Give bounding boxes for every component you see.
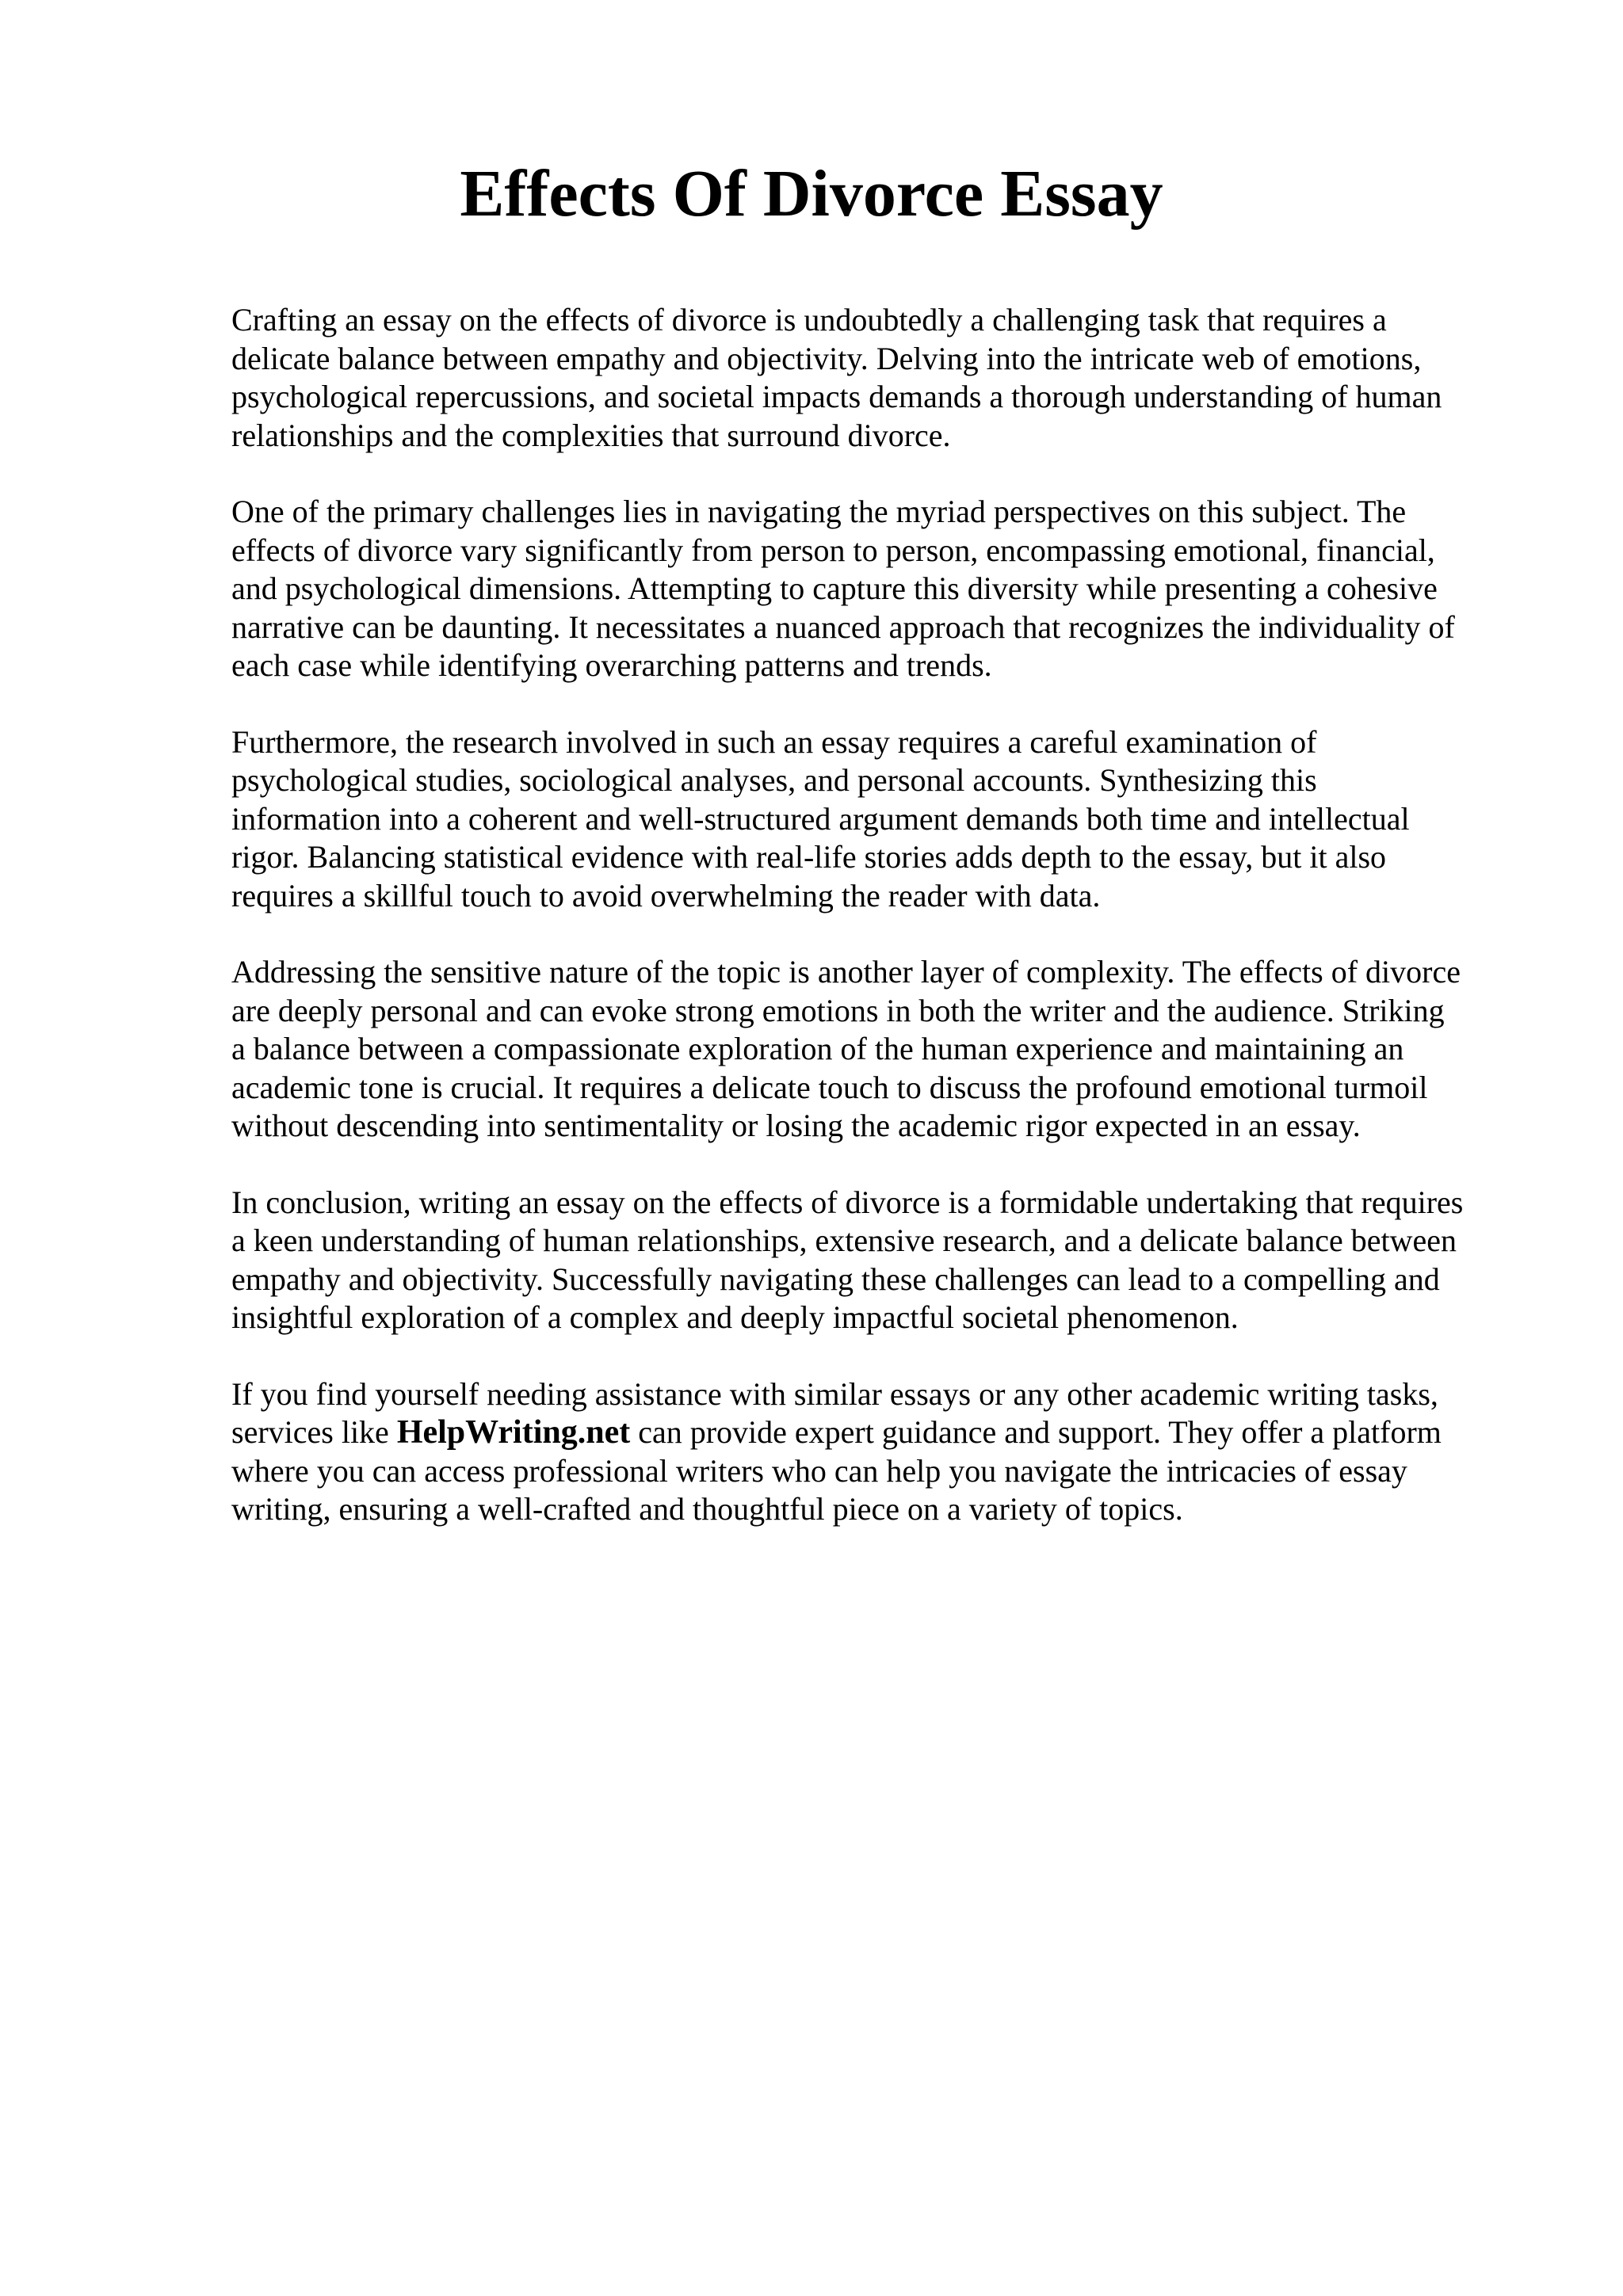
text-line: In conclusion, writing an essay on the effects of divorce is a formidable undertaking that requires xyxy=(231,1184,1464,1220)
text-line: Furthermore, the research involved in such an essay requires a careful examination of xyxy=(231,723,1317,760)
text-line: One of the primary challenges lies in navigating the myriad perspectives on this subject. The xyxy=(231,494,1407,529)
text-line: a keen understanding of human relationships, extensive research, and a delicate balance between xyxy=(231,1222,1457,1258)
text-line: academic tone is crucial. It requires a delicate touch to discuss the profound emotional turmoil xyxy=(231,1069,1428,1105)
text-line: each case while identifying overarching patterns and trends. xyxy=(231,647,992,683)
paragraph-3 xyxy=(231,723,1515,916)
text-line: effects of divorce vary significantly from person to person, encompassing emotional, financial, xyxy=(231,532,1435,568)
text-line: relationships and the complexities that surround divorce. xyxy=(231,417,951,453)
text-segment: can provide expert guidance and support. They offer a platform xyxy=(630,1414,1442,1450)
paragraph-closing xyxy=(231,1375,1515,1529)
text-segment: services like xyxy=(231,1414,397,1450)
essay-body xyxy=(231,301,1515,1567)
text-line: rigor. Balancing statistical evidence with real-life stories adds depth to the essay, but it also xyxy=(231,839,1387,875)
paragraph-1 xyxy=(231,301,1515,455)
text-line: and psychological dimensions. Attempting to capture this diversity while presenting a cohesive xyxy=(231,570,1438,606)
text-line: delicate balance between empathy and objectivity. Delving into the intricate web of emotions, xyxy=(231,340,1422,376)
text-line: Crafting an essay on the effects of divorce is undoubtedly a challenging task that requires a xyxy=(231,302,1387,338)
text-line: insightful exploration of a complex and deeply impactful societal phenomenon. xyxy=(231,1299,1239,1335)
text-line: empathy and objectivity. Successfully navigating these challenges can lead to a compelling and xyxy=(231,1261,1440,1297)
text-line: psychological studies, sociological analyses, and personal accounts. Synthesizing this xyxy=(231,762,1317,798)
text-line: where you can access professional writers who can help you navigate the intricacies of essay xyxy=(231,1452,1407,1489)
text-line: If you find yourself needing assistance with similar essays or any other academic writing tasks, xyxy=(231,1375,1438,1412)
text-line: psychological repercussions, and societal impacts demands a thorough understanding of human xyxy=(231,379,1442,414)
text-line: narrative can be daunting. It necessitates a nuanced approach that recognizes the individuality of xyxy=(231,608,1455,645)
paragraph-2 xyxy=(231,493,1515,685)
text-line: information into a coherent and well-structured argument demands both time and intellectual xyxy=(231,800,1410,837)
text-line: are deeply personal and can evoke strong emotions in both the writer and the audience. Striking xyxy=(231,992,1445,1028)
paragraph-5 xyxy=(231,1184,1515,1337)
text-line: a balance between a compassionate exploration of the human experience and maintaining an xyxy=(231,1031,1404,1066)
text-line: without descending into sentimentality or losing the academic rigor expected in an essay. xyxy=(231,1108,1361,1143)
text-line: Addressing the sensitive nature of the topic is another layer of complexity. The effects of divorce xyxy=(231,954,1461,990)
page-title: Effects Of Divorce Essay xyxy=(460,157,1163,231)
text-line: requires a skillful touch to avoid overwhelming the reader with data. xyxy=(231,877,1101,913)
brand-name: HelpWriting.net xyxy=(396,1414,631,1451)
text-line-with-brand xyxy=(231,1413,1515,1452)
paragraph-4 xyxy=(231,953,1515,1146)
text-line: writing, ensuring a well-crafted and thoughtful piece on a variety of topics. xyxy=(231,1491,1183,1527)
